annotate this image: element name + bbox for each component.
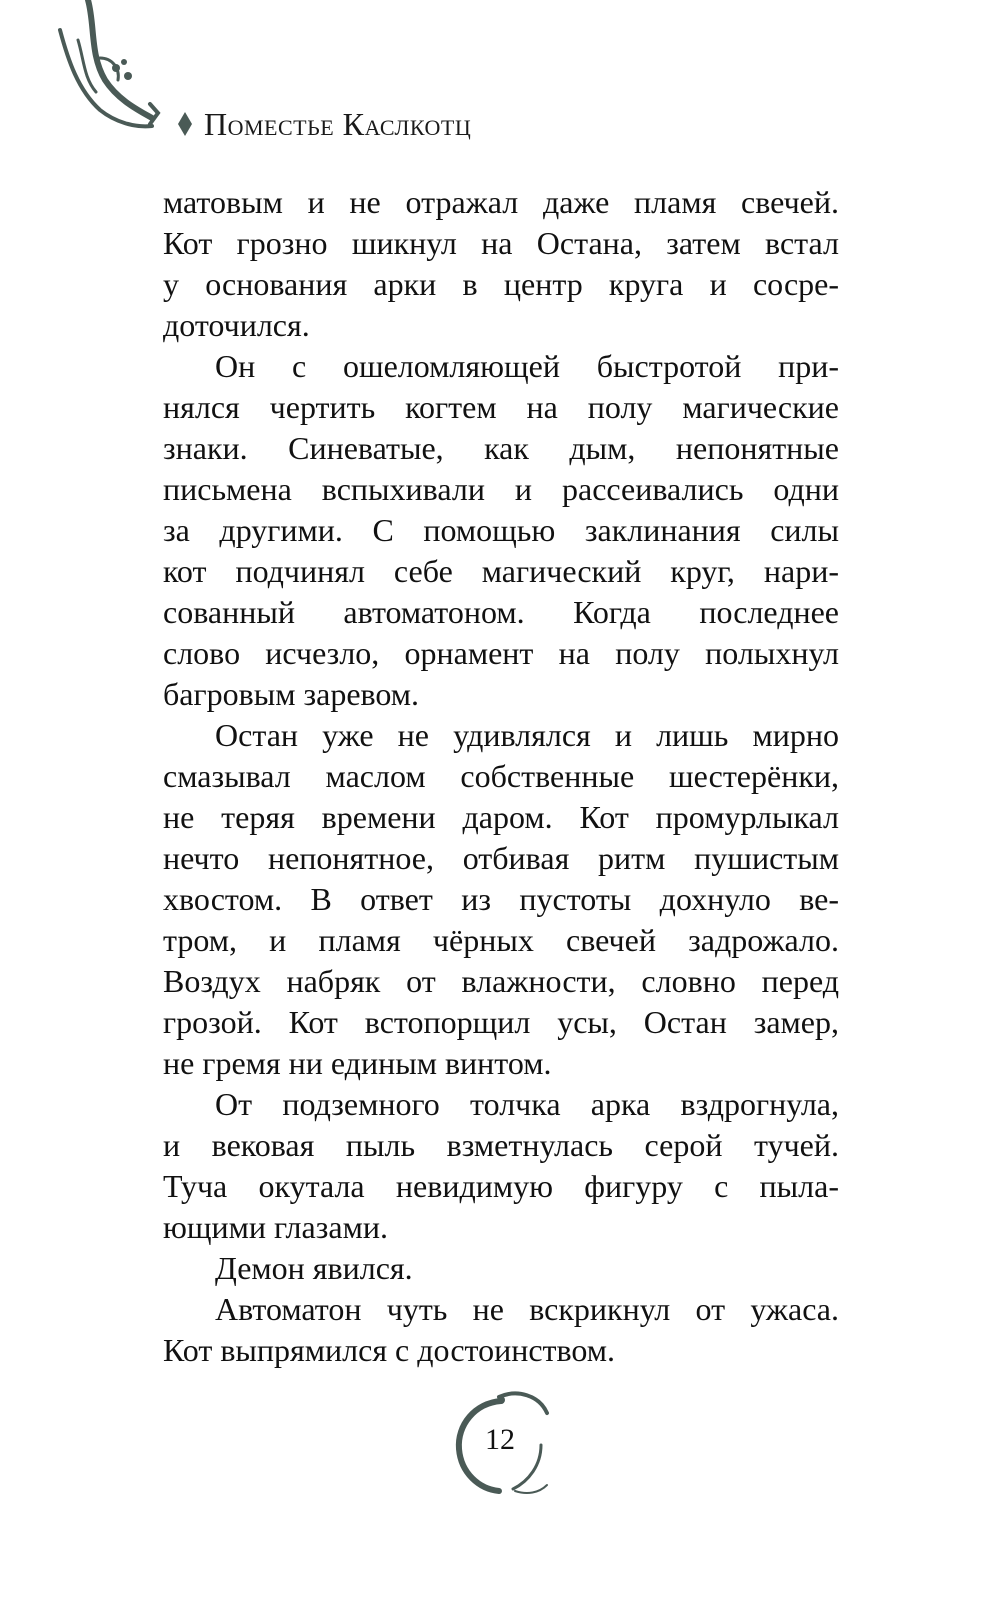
text-line: письмена вспыхивали и рассеивались одни [163,471,839,507]
diamond-bullet-icon [176,112,194,136]
text-line: не гремя ни единым винтом. [163,1045,552,1081]
text-line: матовым и не отражал даже пламя свечей. [163,184,839,220]
running-header [176,104,471,144]
folio [455,1385,560,1500]
text-line: за другими. С помощью заклинания силы [163,512,839,548]
text-line: багровым заревом. [163,676,420,712]
text-line: доточился. [163,307,310,343]
text-line: и вековая пыль взметнулась серой тучей. [163,1127,839,1163]
text-line: тром, и пламя чёрных свечей задрожало. [163,922,839,958]
body-text [163,182,839,1371]
text-line: знаки. Синеватые, как дым, непонятные [163,430,839,466]
text-line: смазывал маслом собственные шестерёнки, [163,758,839,794]
text-line: слово исчезло, орнамент на полу полыхнул [163,635,839,671]
text-line: ющими глазами. [163,1209,388,1245]
text-line: нечто непонятное, отбивая ритм пушистым [163,840,839,876]
text-line: От подземного толчка арка вздрогнула, [215,1086,839,1122]
text-line: Туча окутала невидимую фигуру с пыла- [163,1168,839,1204]
text-line: не теряя времени даром. Кот промурлыкал [163,799,839,835]
text-line: у основания арки в центр круга и сосре- [163,266,839,302]
text-line: хвостом. В ответ из пустоты дохнуло ве- [163,881,839,917]
running-title: Поместье Каслкотц [204,105,472,142]
text-line: Воздух набряк от влажности, словно перед [163,963,839,999]
text-line: Демон явился. [215,1250,413,1286]
text-line: нялся чертить когтем на полу магические [163,389,839,425]
text-line: Автоматон чуть не вскрикнул от ужаса. [215,1291,839,1327]
corner-swirl-ornament-icon [0,0,200,170]
text-line: кот подчинял себе магический круг, нари- [163,553,839,589]
text-line: грозой. Кот встопорщил усы, Остан замер, [163,1004,839,1040]
text-line: Кот выпрямился с достоинством. [163,1332,616,1368]
text-line: Он с ошеломляющей быстротой при- [215,348,839,384]
text-line: Кот грозно шикнул на Остана, затем встал [163,225,839,261]
page-number: 12 [485,1423,515,1456]
text-line: Остан уже не удивлялся и лишь мирно [215,717,839,753]
text-line: сованный автоматоном. Когда последнее [163,594,839,630]
